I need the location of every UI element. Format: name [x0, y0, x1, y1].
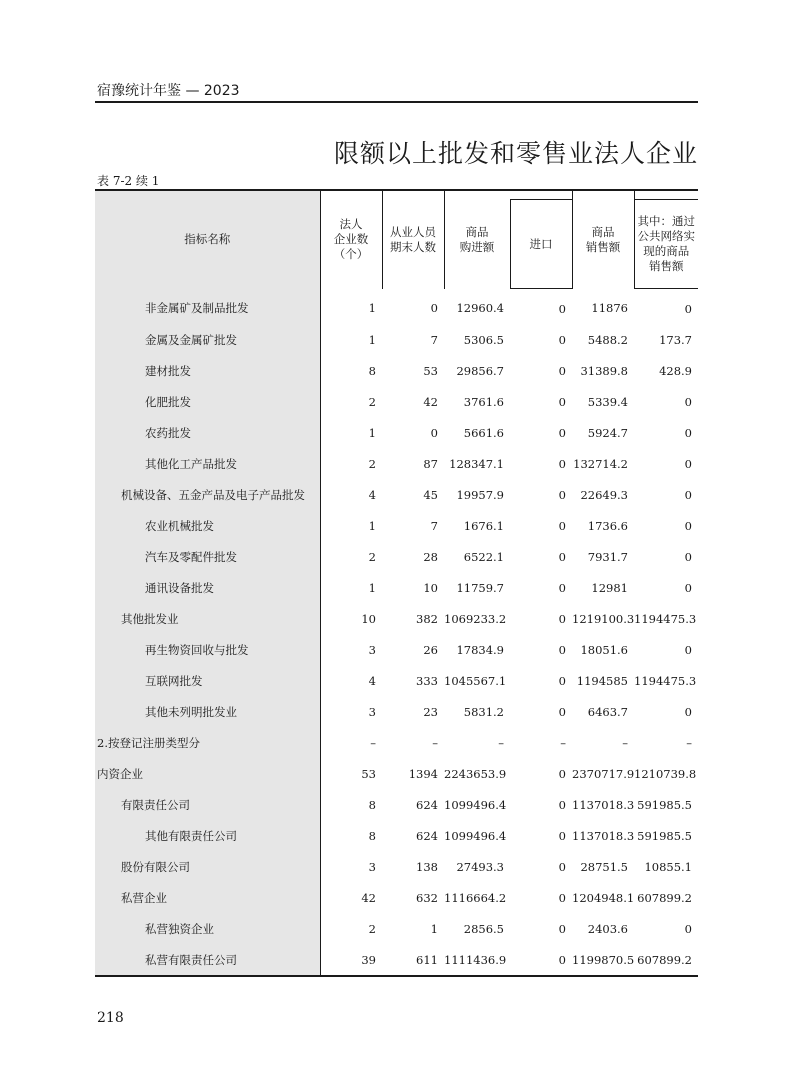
- table-cell: 10: [423, 580, 438, 595]
- table-row: [95, 386, 698, 417]
- table-cell: 2: [368, 394, 376, 409]
- table-cell: 0: [558, 890, 566, 905]
- table-cell: 1099496.4: [444, 828, 507, 843]
- table-cell: 611: [382, 944, 444, 976]
- table-cell: 87: [423, 456, 438, 471]
- table-cell: 2403.6: [587, 921, 628, 936]
- row-indicator-name: 通讯设备批发: [95, 572, 320, 603]
- table-cell: 1: [368, 518, 376, 533]
- table-cell: 0: [558, 394, 566, 409]
- table-cell: 0: [684, 456, 692, 471]
- table-row: [95, 510, 698, 541]
- table-cell: 0: [558, 549, 566, 564]
- table-cell: 0: [684, 580, 692, 595]
- table-cell: 1: [368, 425, 376, 440]
- table-cell: 1199870.5: [572, 944, 634, 976]
- table-cell: 5831.2: [463, 704, 504, 719]
- table-cell: 0: [558, 673, 566, 688]
- table-cell: 1394: [408, 766, 438, 781]
- table-cell: 173.7: [659, 332, 692, 347]
- table-cell: 0: [558, 487, 566, 502]
- row-indicator-name: 私营企业: [95, 882, 320, 913]
- row-indicator-name: 机械设备、五金产品及电子产品批发: [95, 479, 320, 510]
- table-row: [95, 289, 698, 325]
- table-cell: 12960.4: [456, 301, 504, 316]
- table-cell: 11759.7: [456, 580, 504, 595]
- table-cell: 0: [558, 580, 566, 595]
- row-indicator-name: 其他批发业: [95, 603, 320, 634]
- table-cell: –: [432, 735, 438, 750]
- table-row: [95, 882, 698, 913]
- table-row: [95, 417, 698, 448]
- table-cell: 0: [430, 301, 438, 316]
- table-cell: 0: [558, 797, 566, 812]
- table-cell: 19957.9: [456, 487, 504, 502]
- table-row: [95, 820, 698, 851]
- table-cell: 0: [558, 518, 566, 533]
- table-cell: 31389.8: [580, 363, 628, 378]
- table-cell: 333: [416, 673, 438, 688]
- table-row: [95, 324, 698, 355]
- table-cell: 42: [423, 394, 438, 409]
- table-cell: 2243653.9: [444, 766, 507, 781]
- table-cell: 10: [361, 611, 376, 626]
- row-indicator-name: 非金属矿及制品批发: [95, 289, 320, 325]
- table-header: [95, 190, 698, 289]
- table-cell: 12981: [591, 580, 628, 595]
- table-caption: 表 7-2 续 1: [97, 174, 160, 188]
- table-cell: –: [686, 735, 692, 750]
- table-cell: 1137018.3: [572, 797, 635, 812]
- table-row: [95, 851, 698, 882]
- table-row: [95, 944, 698, 976]
- table-cell: 128347.1: [449, 456, 504, 471]
- column-header-imports: 进口: [510, 200, 572, 289]
- row-indicator-name: 汽车及零配件批发: [95, 541, 320, 572]
- table-cell: 3761.6: [463, 394, 504, 409]
- table-cell: 1194475.3: [634, 673, 697, 688]
- table-row: [95, 665, 698, 696]
- table-cell: –: [498, 735, 504, 750]
- column-header-indicator: 指标名称: [95, 190, 320, 289]
- table-body: [95, 289, 698, 977]
- table-cell: 1: [368, 301, 376, 316]
- table-cell: 2856.5: [463, 921, 504, 936]
- table-cell: 7: [430, 518, 438, 533]
- table-row: [95, 541, 698, 572]
- column-header-employees: 从业人员 期末人数: [382, 190, 444, 289]
- table-cell: 1219100.3: [572, 611, 635, 626]
- table-cell: 0: [558, 766, 566, 781]
- table-cell: –: [370, 735, 376, 750]
- page-title: 限额以上批发和零售业法人企业: [333, 139, 698, 168]
- table-cell: 0: [684, 921, 692, 936]
- column-header-sales: 商品 销售额: [572, 190, 634, 289]
- table-row: [95, 603, 698, 634]
- table-cell: 1069233.2: [444, 611, 507, 626]
- column-header-purchases: 商品 购进额: [444, 190, 510, 289]
- table-cell: 11876: [591, 301, 628, 316]
- table-cell: 45: [423, 487, 438, 502]
- table-cell: 4: [368, 673, 376, 688]
- table-cell: 28751.5: [580, 859, 628, 874]
- table-cell: 8: [368, 828, 376, 843]
- table-cell: –: [622, 735, 628, 750]
- statistics-table: [95, 189, 698, 977]
- table-cell: 624: [416, 797, 438, 812]
- table-cell: 0: [558, 642, 566, 657]
- table-cell: 23: [423, 704, 438, 719]
- table-cell: 26: [423, 642, 438, 657]
- row-indicator-name: 再生物资回收与批发: [95, 634, 320, 665]
- row-indicator-name: 私营独资企业: [95, 913, 320, 944]
- row-indicator-name: 化肥批发: [95, 386, 320, 417]
- row-indicator-name: 建材批发: [95, 355, 320, 386]
- table-cell: 0: [558, 456, 566, 471]
- table-cell: 1111436.9: [444, 944, 510, 976]
- table-cell: 53: [423, 363, 438, 378]
- table-cell: 28: [423, 549, 438, 564]
- table-cell: 0: [684, 704, 692, 719]
- table-cell: 1204948.1: [572, 890, 635, 905]
- table-cell: 5488.2: [587, 332, 628, 347]
- table-cell: 607899.2: [634, 944, 698, 976]
- table-cell: 0: [558, 859, 566, 874]
- table-row: [95, 913, 698, 944]
- table-cell: 7: [430, 332, 438, 347]
- header-rule: [95, 101, 698, 103]
- column-header-online-sales: 其中：通过 公共网络实 现的商品 销售额: [634, 200, 698, 289]
- table-cell: 42: [361, 890, 376, 905]
- table-cell: 3: [368, 859, 376, 874]
- row-indicator-name: 互联网批发: [95, 665, 320, 696]
- table-cell: 8: [368, 797, 376, 812]
- table-cell: 2: [368, 549, 376, 564]
- table-cell: 0: [558, 301, 566, 316]
- table-cell: 1210739.8: [634, 766, 697, 781]
- table-cell: 0: [558, 921, 566, 936]
- table-cell: 5661.6: [463, 425, 504, 440]
- table-cell: 2: [368, 921, 376, 936]
- table-cell: 624: [416, 828, 438, 843]
- table-row: [95, 727, 698, 758]
- table-cell: 0: [684, 549, 692, 564]
- table-cell: 6463.7: [587, 704, 628, 719]
- row-indicator-name: 2.按登记注册类型分: [95, 727, 320, 758]
- row-indicator-name: 其他化工产品批发: [95, 448, 320, 479]
- row-indicator-name: 股份有限公司: [95, 851, 320, 882]
- table-cell: 0: [558, 704, 566, 719]
- table-row: [95, 634, 698, 665]
- row-indicator-name: 其他有限责任公司: [95, 820, 320, 851]
- table-cell: 591985.5: [637, 797, 692, 812]
- table-cell: 0: [684, 487, 692, 502]
- table-row: [95, 479, 698, 510]
- table-cell: 0: [684, 394, 692, 409]
- table-cell: 607899.2: [637, 890, 692, 905]
- row-indicator-name: 有限责任公司: [95, 789, 320, 820]
- row-indicator-name: 其他未列明批发业: [95, 696, 320, 727]
- table-cell: 1137018.3: [572, 828, 635, 843]
- running-header: 宿豫统计年鉴 — 2023: [97, 83, 240, 99]
- table-cell: 1: [430, 921, 438, 936]
- table-row: [95, 572, 698, 603]
- table-cell: 1676.1: [463, 518, 504, 533]
- table-cell: –: [560, 735, 566, 750]
- table-cell: 7931.7: [587, 549, 628, 564]
- table-cell: 1116664.2: [444, 890, 507, 905]
- table-cell: 0: [558, 425, 566, 440]
- table-cell: 5339.4: [587, 394, 628, 409]
- table-cell: 5924.7: [587, 425, 628, 440]
- table-cell: 10855.1: [644, 859, 692, 874]
- table-cell: 1099496.4: [444, 797, 507, 812]
- table-cell: 428.9: [659, 363, 692, 378]
- table-cell: 1: [368, 332, 376, 347]
- table-cell: 132714.2: [573, 456, 628, 471]
- row-indicator-name: 私营有限责任公司: [95, 944, 320, 976]
- table-cell: 1194475.3: [634, 611, 697, 626]
- page-number: 218: [97, 1010, 124, 1026]
- table-cell: 0: [558, 363, 566, 378]
- table-row: [95, 355, 698, 386]
- table-cell: 8: [368, 363, 376, 378]
- row-indicator-name: 农药批发: [95, 417, 320, 448]
- table-row: [95, 448, 698, 479]
- table-row: [95, 789, 698, 820]
- table-cell: 0: [558, 332, 566, 347]
- table-cell: 1736.6: [587, 518, 628, 533]
- table-cell: 2: [368, 456, 376, 471]
- table-cell: 17834.9: [456, 642, 504, 657]
- table-cell: 18051.6: [580, 642, 628, 657]
- table-cell: 4: [368, 487, 376, 502]
- table-cell: 0: [684, 425, 692, 440]
- row-indicator-name: 农业机械批发: [95, 510, 320, 541]
- table-row: [95, 758, 698, 789]
- table-cell: 382: [416, 611, 438, 626]
- row-indicator-name: 金属及金属矿批发: [95, 324, 320, 355]
- table-cell: 3: [368, 642, 376, 657]
- table-cell: 53: [361, 766, 376, 781]
- table-cell: 3: [368, 704, 376, 719]
- table-cell: 1: [368, 580, 376, 595]
- table-cell: 29856.7: [456, 363, 504, 378]
- table-cell: 0: [510, 944, 572, 976]
- table-cell: 6522.1: [463, 549, 504, 564]
- table-cell: 2370717.9: [572, 766, 635, 781]
- table-cell: 0: [684, 642, 692, 657]
- table-cell: 5306.5: [463, 332, 504, 347]
- table-row: [95, 696, 698, 727]
- row-indicator-name: 内资企业: [95, 758, 320, 789]
- table-cell: 27493.3: [456, 859, 504, 874]
- table-cell: 22649.3: [580, 487, 628, 502]
- table-cell: 1194585: [576, 673, 628, 688]
- table-cell: 0: [684, 301, 692, 316]
- table-cell: 591985.5: [637, 828, 692, 843]
- table-cell: 138: [416, 859, 438, 874]
- table-cell: 0: [430, 425, 438, 440]
- column-header-enterprises: 法人 企业数 （个）: [320, 190, 382, 289]
- table-cell: 0: [684, 518, 692, 533]
- table-cell: 39: [320, 944, 382, 976]
- table-cell: 0: [558, 611, 566, 626]
- table-cell: 0: [558, 828, 566, 843]
- table-cell: 1045567.1: [444, 673, 507, 688]
- table-cell: 632: [416, 890, 438, 905]
